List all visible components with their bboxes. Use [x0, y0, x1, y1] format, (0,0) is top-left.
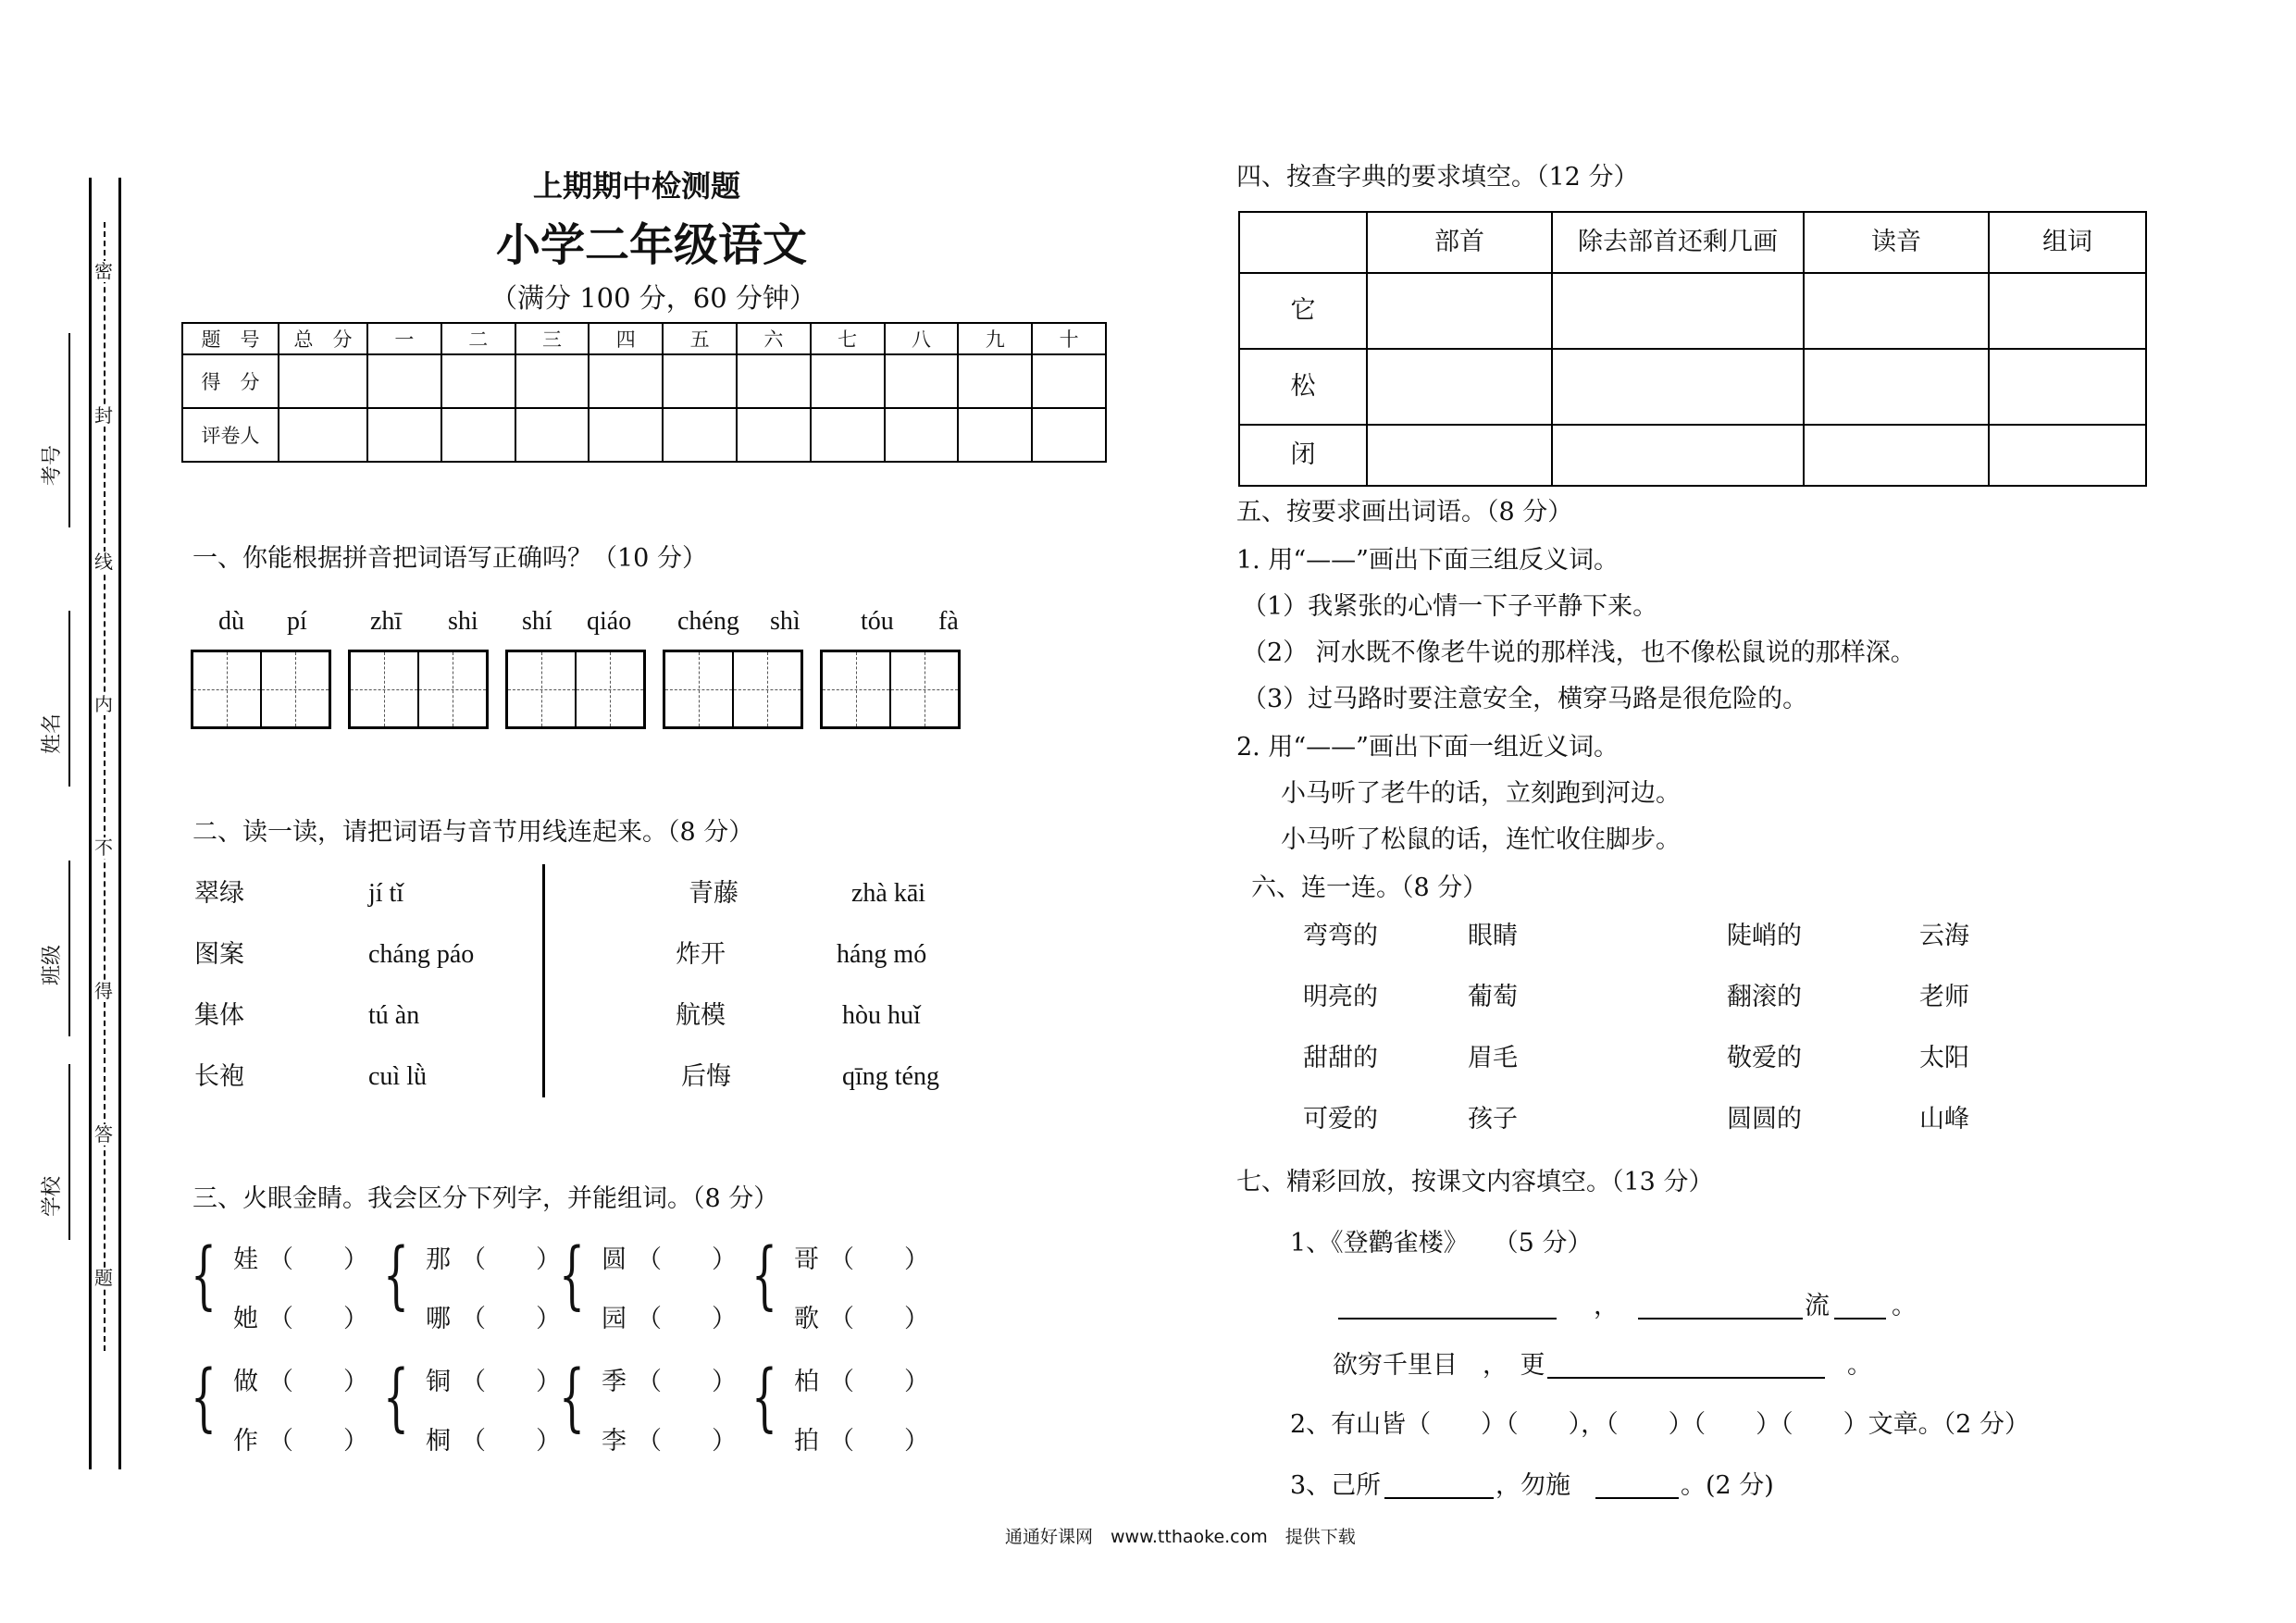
dictionary-row — [1239, 349, 2146, 425]
q2-word: 长袍 — [194, 1062, 244, 1091]
brace-icon: { — [191, 1354, 217, 1440]
q7-item3-start: 3、己所 — [1290, 1471, 1382, 1500]
binding-dashed-line — [104, 222, 105, 1351]
field-line[interactable] — [68, 861, 70, 1036]
score-header: 四 — [589, 323, 663, 354]
q2-divider — [542, 864, 545, 1097]
score-cell[interactable] — [958, 408, 1032, 462]
dictionary-cell[interactable] — [1804, 349, 1989, 425]
dictionary-corner-cell — [1239, 212, 1367, 273]
q3-paren[interactable]: （ ） — [829, 1427, 929, 1456]
score-cell[interactable] — [441, 408, 515, 462]
score-header: 二 — [441, 323, 515, 354]
writing-grid[interactable] — [505, 650, 646, 729]
q5-line: 小马听了老牛的话，立刻跑到河边。 — [1281, 779, 1681, 808]
writing-grid[interactable] — [348, 650, 489, 729]
q7-item3-mid: ，勿施 — [1496, 1471, 1570, 1500]
q3-paren[interactable]: （ ） — [268, 1305, 368, 1333]
dictionary-cell[interactable] — [1989, 349, 2146, 425]
q5-line: （2） 河水既不像老牛说的那样浅，也不像松鼠说的那样深。 — [1242, 638, 1916, 667]
score-cell[interactable] — [811, 408, 885, 462]
score-cell[interactable] — [958, 354, 1032, 408]
q3-paren[interactable]: （ ） — [268, 1368, 368, 1396]
q6-word: 太阳 — [1919, 1044, 1969, 1072]
q5-line: （1）我紧张的心情一下子平静下来。 — [1242, 592, 1658, 621]
exam-name: 上期期中检测题 — [533, 168, 741, 204]
q3-paren[interactable]: （ ） — [461, 1368, 561, 1396]
score-header: 九 — [958, 323, 1032, 354]
q3-paren[interactable]: （ ） — [268, 1245, 368, 1274]
score-cell[interactable] — [367, 408, 441, 462]
field-line[interactable] — [68, 333, 70, 527]
writing-grid[interactable] — [191, 650, 331, 729]
score-cell[interactable] — [663, 408, 737, 462]
q2-pinyin: hòu huǐ — [842, 1001, 921, 1030]
dictionary-cell[interactable] — [1804, 425, 1989, 486]
q1-title: 一、你能根据拼音把词语写正确吗？（10 分） — [192, 544, 707, 573]
brace-icon: { — [751, 1232, 777, 1318]
score-cell[interactable] — [885, 408, 959, 462]
dictionary-row — [1239, 425, 2146, 486]
dictionary-char: 它 — [1239, 273, 1367, 349]
dictionary-cell[interactable] — [1552, 273, 1804, 349]
q6-word: 孩子 — [1468, 1105, 1518, 1134]
q3-paren[interactable]: （ ） — [461, 1427, 561, 1456]
binding-line-inner — [118, 178, 121, 1469]
q3-char: 季 — [602, 1368, 627, 1396]
q3-char: 歌 — [794, 1305, 819, 1333]
poem-comma: ， — [1594, 1292, 1619, 1320]
q6-word: 眼睛 — [1468, 922, 1518, 950]
q6-word: 陡峭的 — [1727, 922, 1802, 950]
pinyin-syllable: pí — [287, 607, 307, 636]
q7-title: 七、精彩回放，按课文内容填空。（13 分） — [1236, 1168, 1714, 1196]
q2-word: 图案 — [194, 940, 244, 969]
dictionary-cell[interactable] — [1804, 273, 1989, 349]
q2-pinyin: tú àn — [368, 1001, 420, 1030]
pinyin-syllable: dù — [218, 607, 244, 636]
q5-line: 1. 用“——”画出下面三组反义词。 — [1236, 546, 1619, 575]
score-cell[interactable] — [589, 408, 663, 462]
field-label-exam-number: 考号 — [41, 444, 64, 486]
answer-blank[interactable] — [1638, 1288, 1803, 1319]
score-cell[interactable] — [515, 408, 590, 462]
field-label-name: 姓名 — [41, 712, 64, 754]
seal-char: 答 — [94, 1123, 113, 1146]
field-label-school: 学校 — [41, 1175, 64, 1217]
score-cell[interactable] — [515, 354, 590, 408]
pinyin-syllable: shí — [522, 607, 552, 636]
q2-word: 青藤 — [689, 879, 738, 908]
q3-paren[interactable]: （ ） — [637, 1368, 737, 1396]
q3-paren[interactable]: （ ） — [829, 1305, 929, 1333]
dictionary-header-row — [1239, 212, 2146, 273]
seal-char: 封 — [94, 404, 113, 427]
score-header: 八 — [885, 323, 959, 354]
q6-word: 圆圆的 — [1727, 1105, 1802, 1134]
score-cell[interactable] — [441, 354, 515, 408]
q3-char: 圆 — [602, 1245, 627, 1274]
score-header: 十 — [1032, 323, 1106, 354]
q3-paren[interactable]: （ ） — [637, 1427, 737, 1456]
q6-title: 六、连一连。（8 分） — [1251, 873, 1488, 902]
brace-icon: { — [383, 1354, 409, 1440]
score-cell[interactable] — [367, 354, 441, 408]
q6-word: 敬爱的 — [1727, 1044, 1802, 1072]
q6-word: 老师 — [1919, 983, 1969, 1011]
score-table — [181, 322, 1107, 463]
q7-item1: 1、《登鹳雀楼》 （5 分） — [1290, 1229, 1593, 1258]
q6-word: 云海 — [1919, 922, 1969, 950]
q2-word: 后悔 — [681, 1062, 731, 1091]
score-cell[interactable] — [1032, 354, 1106, 408]
writing-grid[interactable] — [820, 650, 961, 729]
q3-paren[interactable]: （ ） — [461, 1245, 561, 1274]
score-info: （满分 100 分，60 分钟） — [490, 282, 816, 314]
q3-char: 那 — [426, 1245, 451, 1274]
field-line[interactable] — [68, 1064, 70, 1240]
brace-icon: { — [559, 1354, 585, 1440]
dictionary-table — [1238, 211, 2147, 487]
dictionary-row — [1239, 273, 2146, 349]
answer-blank-wrap — [1638, 1288, 1803, 1325]
score-row-label: 评卷人 — [182, 408, 279, 462]
answer-blank[interactable] — [1384, 1468, 1494, 1499]
score-cell[interactable] — [1032, 408, 1106, 462]
poem-period: 。 — [1892, 1292, 1917, 1320]
score-header: 题 号 — [182, 323, 279, 354]
pinyin-syllable: zhī — [370, 607, 403, 636]
q2-pinyin: cuì lǜ — [368, 1062, 427, 1091]
writing-grid[interactable] — [663, 650, 803, 729]
dictionary-cell[interactable] — [1552, 349, 1804, 425]
q5-line: 2. 用“——”画出下面一组近义词。 — [1236, 733, 1619, 762]
field-label-class: 班级 — [41, 944, 64, 985]
q3-char: 娃 — [233, 1245, 258, 1274]
q6-word: 眉毛 — [1468, 1044, 1518, 1072]
q6-word: 可爱的 — [1303, 1105, 1378, 1134]
q4-title: 四、按查字典的要求填空。（12 分） — [1236, 163, 1639, 192]
dictionary-header: 组词 — [1989, 212, 2146, 273]
binding-line-outer — [89, 178, 92, 1469]
q5-title: 五、按要求画出词语。（8 分） — [1236, 498, 1573, 527]
q6-word: 葡萄 — [1468, 983, 1518, 1011]
q3-paren[interactable]: （ ） — [461, 1305, 561, 1333]
score-header: 总 分 — [279, 323, 367, 354]
dictionary-cell[interactable] — [1367, 425, 1552, 486]
pinyin-syllable: chéng — [677, 607, 739, 636]
dictionary-cell[interactable] — [1989, 425, 2146, 486]
score-cell[interactable] — [737, 408, 811, 462]
answer-blank-wrap — [1384, 1468, 1494, 1505]
answer-blank-wrap — [1834, 1288, 1886, 1325]
score-cell[interactable] — [737, 354, 811, 408]
q3-char: 做 — [233, 1368, 258, 1396]
subject-title: 小学二年级语文 — [496, 219, 808, 271]
q2-pinyin: jí tǐ — [368, 879, 404, 908]
brace-icon: { — [559, 1232, 585, 1318]
q3-paren[interactable]: （ ） — [637, 1245, 737, 1274]
score-row-points — [182, 354, 1106, 408]
q7-item3-end: 。(2 分) — [1681, 1471, 1774, 1500]
answer-blank[interactable] — [1834, 1288, 1886, 1319]
score-header: 五 — [663, 323, 737, 354]
q6-word: 翻滚的 — [1727, 983, 1802, 1011]
q3-paren[interactable]: （ ） — [829, 1368, 929, 1396]
score-row-grader — [182, 408, 1106, 462]
seal-char: 内 — [94, 693, 113, 715]
q2-word: 翠绿 — [194, 879, 244, 908]
score-cell[interactable] — [279, 354, 367, 408]
q3-char: 桐 — [426, 1427, 451, 1456]
seal-char: 密 — [94, 260, 113, 282]
dictionary-cell[interactable] — [1989, 273, 2146, 349]
pinyin-syllable: shì — [770, 607, 800, 636]
q2-pinyin: zhà kāi — [851, 879, 926, 908]
q2-word: 航模 — [676, 1001, 726, 1030]
dictionary-cell[interactable] — [1367, 273, 1552, 349]
q3-char: 园 — [602, 1305, 627, 1333]
score-cell[interactable] — [589, 354, 663, 408]
dictionary-char: 松 — [1239, 349, 1367, 425]
q6-word: 明亮的 — [1303, 983, 1378, 1011]
q3-paren[interactable]: （ ） — [637, 1305, 737, 1333]
score-cell[interactable] — [885, 354, 959, 408]
q5-line: （3）过马路时要注意安全，横穿马路是很危险的。 — [1242, 685, 1808, 713]
q2-word: 炸开 — [676, 940, 726, 969]
q3-title: 三、火眼金睛。我会区分下列字，并能组词。（8 分） — [192, 1184, 779, 1213]
score-header: 六 — [737, 323, 811, 354]
seal-char: 题 — [94, 1267, 113, 1289]
brace-icon: { — [383, 1232, 409, 1318]
q3-char: 哥 — [794, 1245, 819, 1274]
footer-source: 通通好课网 www.tthaoke.com 提供下载 — [1005, 1527, 1356, 1547]
q3-paren[interactable]: （ ） — [268, 1427, 368, 1456]
q2-title: 二、读一读，请把词语与音节用线连起来。（8 分） — [192, 818, 754, 847]
q3-char: 她 — [233, 1305, 258, 1333]
q7-item2: 2、有山皆（ ）（ ），（ ）（ ）（ ）文章。（2 分） — [1290, 1410, 2029, 1439]
score-cell[interactable] — [811, 354, 885, 408]
q3-paren[interactable]: （ ） — [829, 1245, 929, 1274]
answer-blank[interactable] — [1338, 1288, 1557, 1319]
score-cell[interactable] — [279, 408, 367, 462]
q2-pinyin: háng mó — [837, 940, 927, 969]
dictionary-cell[interactable] — [1552, 425, 1804, 486]
q3-char: 拍 — [794, 1427, 819, 1456]
dictionary-cell[interactable] — [1367, 349, 1552, 425]
pinyin-syllable: qiáo — [587, 607, 632, 636]
q3-char: 李 — [602, 1427, 627, 1456]
poem-line-2-end: 。 — [1847, 1351, 1872, 1380]
answer-blank[interactable] — [1547, 1347, 1825, 1379]
seal-char: 线 — [94, 551, 113, 573]
answer-blank-wrap — [1595, 1468, 1679, 1505]
seal-char: 不 — [94, 836, 113, 859]
pinyin-syllable: fà — [938, 607, 959, 636]
q3-char: 哪 — [426, 1305, 451, 1333]
pinyin-syllable: tóu — [861, 607, 894, 636]
brace-icon: { — [751, 1354, 777, 1440]
seal-char: 得 — [94, 980, 113, 1002]
field-line[interactable] — [68, 611, 70, 787]
dictionary-header: 部首 — [1367, 212, 1552, 273]
dictionary-char: 闭 — [1239, 425, 1367, 486]
q3-char: 柏 — [794, 1368, 819, 1396]
answer-blank[interactable] — [1595, 1468, 1679, 1499]
dictionary-header: 读音 — [1804, 212, 1989, 273]
q3-char: 铜 — [426, 1368, 451, 1396]
q3-char: 作 — [233, 1427, 258, 1456]
brace-icon: { — [191, 1232, 217, 1318]
q2-word: 集体 — [194, 1001, 244, 1030]
answer-blank-wrap — [1547, 1347, 1825, 1384]
q6-word: 山峰 — [1919, 1105, 1969, 1134]
q2-pinyin: qīng téng — [842, 1062, 939, 1091]
q5-line: 小马听了松鼠的话，连忙收住脚步。 — [1281, 825, 1681, 854]
poem-line-1 — [1338, 1288, 1557, 1325]
q6-word: 甜甜的 — [1303, 1044, 1378, 1072]
q2-pinyin: cháng páo — [368, 940, 475, 969]
score-header: 三 — [515, 323, 590, 354]
dictionary-header: 除去部首还剩几画 — [1552, 212, 1804, 273]
score-header: 七 — [811, 323, 885, 354]
poem-liu: 流 — [1805, 1292, 1830, 1320]
score-cell[interactable] — [663, 354, 737, 408]
pinyin-syllable: shi — [448, 607, 478, 636]
score-row-label: 得 分 — [182, 354, 279, 408]
score-header: 一 — [367, 323, 441, 354]
poem-line-2: 欲穷千里目 ， 更 — [1333, 1351, 1545, 1380]
score-table-header-row — [182, 323, 1106, 354]
q6-word: 弯弯的 — [1303, 922, 1378, 950]
